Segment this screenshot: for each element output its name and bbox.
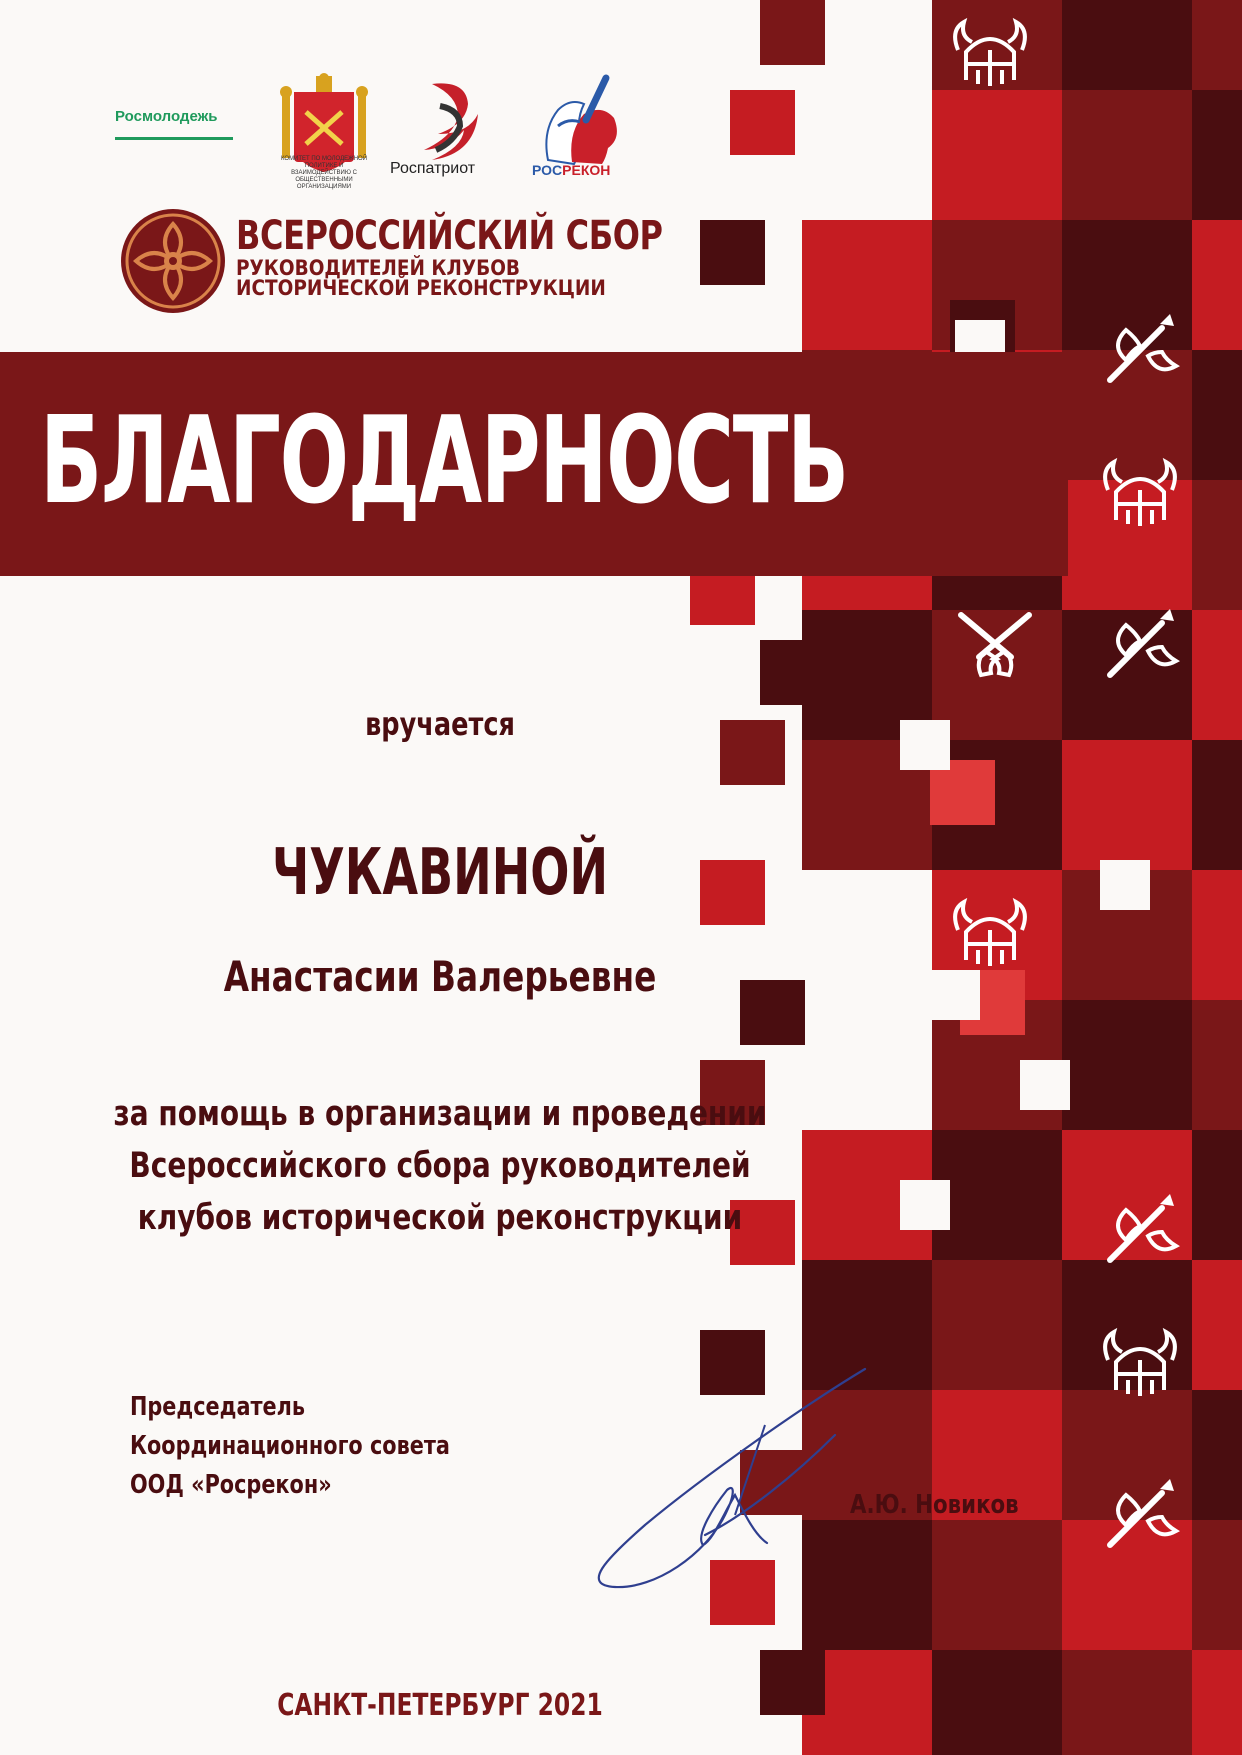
pixel-block-small xyxy=(730,90,795,155)
pixel-block xyxy=(1192,1650,1242,1755)
pixel-block xyxy=(1062,1520,1192,1650)
event-title xyxy=(236,214,769,298)
awarded-to-text: вручается xyxy=(365,705,515,743)
pixel-block xyxy=(932,1130,1062,1260)
rosrekon-text-part-a: РОС xyxy=(532,162,563,178)
recipient-surname: ЧУКАВИНОЙ xyxy=(271,836,609,910)
pixel-block-white xyxy=(1100,860,1150,910)
pixel-block xyxy=(1192,90,1242,220)
rosmolodezh-logo xyxy=(115,108,233,140)
rosrekon-text-part-b: РЕКОН xyxy=(562,162,611,178)
pixel-block xyxy=(1192,740,1242,870)
pixel-block xyxy=(932,610,1062,740)
pixel-block xyxy=(1062,0,1192,90)
rospatriot-logo-text: Роспатриот xyxy=(390,160,476,177)
pixel-block xyxy=(1192,1390,1242,1520)
signatory-name: А.Ю. Новиков xyxy=(850,1490,1019,1520)
pixel-block xyxy=(1192,1260,1242,1390)
pixel-block-white xyxy=(900,1180,950,1230)
rosmolodezh-logo-text: Росмолодежь xyxy=(115,108,218,125)
reason-line-1: за помощь в организации и проведении xyxy=(113,1094,767,1134)
signatory-position-line-1: Председатель xyxy=(130,1392,306,1422)
pixel-block xyxy=(1192,350,1242,480)
reason-text xyxy=(88,1088,792,1244)
event-title-line2: РУКОВОДИТЕЛЕЙ КЛУБОВ xyxy=(236,256,521,280)
pixel-block xyxy=(1062,740,1192,870)
pixel-block xyxy=(1192,480,1242,610)
certificate-title: БЛАГОДАРНОСТЬ xyxy=(40,392,848,531)
pixel-block xyxy=(1062,610,1192,740)
pixel-block xyxy=(1192,870,1242,1000)
pixel-block xyxy=(802,220,932,350)
pixel-block xyxy=(1192,0,1242,90)
pixel-block xyxy=(1192,220,1242,350)
pixel-block xyxy=(1192,1520,1242,1650)
handwritten-signature xyxy=(585,1365,875,1595)
pixel-block xyxy=(932,0,1062,90)
pixel-block-small xyxy=(760,0,825,65)
signatory-position-line-3: ООД «Росрекон» xyxy=(130,1470,332,1500)
pixel-block-white xyxy=(930,970,980,1020)
rosmolodezh-underline xyxy=(115,137,233,140)
pixel-block xyxy=(1062,1260,1192,1390)
pixel-block xyxy=(1062,1390,1192,1520)
pixel-block xyxy=(932,90,1062,220)
signatory-position xyxy=(130,1388,450,1505)
event-title-line3: ИСТОРИЧЕСКОЙ РЕКОНСТРУКЦИИ xyxy=(236,276,606,300)
pixel-block-small xyxy=(760,640,825,705)
pixel-block xyxy=(1192,610,1242,740)
pixel-block xyxy=(1062,90,1192,220)
pixel-block xyxy=(1062,1000,1192,1130)
pixel-block-white xyxy=(1020,1060,1070,1110)
signatory-position-line-2: Координационного совета xyxy=(130,1431,450,1461)
pixel-block xyxy=(1192,1000,1242,1130)
pixel-block-white xyxy=(900,720,950,770)
reason-line-2: Всероссийского сбора руководителей xyxy=(129,1146,751,1186)
pixel-block xyxy=(1062,480,1192,610)
city-year-footer: САНКТ-ПЕТЕРБУРГ 2021 xyxy=(277,1688,603,1723)
pixel-block xyxy=(932,1260,1062,1390)
reason-line-3: клубов исторической реконструкции xyxy=(137,1198,743,1238)
pixel-block xyxy=(1062,1650,1192,1755)
pixel-block xyxy=(932,1520,1062,1650)
title-banner xyxy=(0,352,1068,576)
pixel-block xyxy=(932,1650,1062,1755)
spb-logo-caption: КОМИТЕТ ПО МОЛОДЕЖНОЙ ПОЛИТИКЕ И ВЗАИМОДЕЙСТВИЮ С ОБЩЕСТВЕННЫМИ ОРГАНИЗАЦИЯМИ xyxy=(280,156,368,190)
celtic-knot-emblem-icon xyxy=(118,206,228,316)
event-title-line1: ВСЕРОССИЙСКИЙ СБОР xyxy=(236,213,663,259)
recipient-given-names: Анастасии Валерьевне xyxy=(223,952,657,1001)
rosrekon-logo-text xyxy=(532,162,610,178)
pixel-block xyxy=(1192,1130,1242,1260)
